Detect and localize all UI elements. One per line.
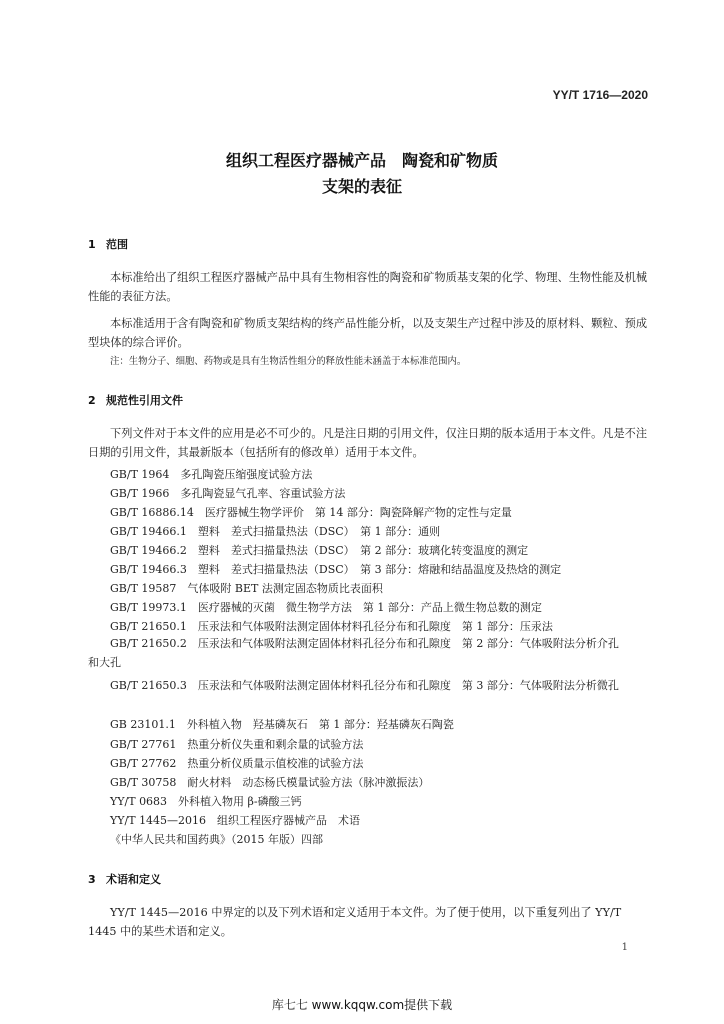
- reference-item: GB/T 19466.2 塑料 差式扫描量热法（DSC） 第 2 部分：玻璃化转变温度的测定: [110, 544, 529, 557]
- section-1-heading: [88, 236, 128, 252]
- reference-item: GB/T 21650.3 压汞法和气体吸附法测定固体材料孔径分布和孔隙度 第 3 部分：气体吸附法分析微孔: [110, 679, 619, 692]
- terms-paragraph: YY/T 1445—2016 中界定的以及下列术语和定义适用于本文件。为了便于使用，以下重复列出了 YY/T 1445 中的某些术语和定义。: [88, 906, 622, 938]
- page-number: 1: [621, 942, 628, 953]
- reference-item: YY/T 1445—2016 组织工程医疗器械产品 术语: [110, 814, 361, 827]
- section-number: 2: [88, 394, 96, 407]
- document-title-line2: 支架的表征: [321, 177, 402, 196]
- reference-item: GB/T 19466.1 塑料 差式扫描量热法（DSC） 第 1 部分：通则: [110, 525, 441, 538]
- reference-item: 《中华人民共和国药典》（2015 年版）四部: [110, 833, 323, 846]
- section-title: 规范性引用文件: [106, 394, 183, 407]
- reference-item: GB/T 1964 多孔陶瓷压缩强度试验方法: [110, 468, 313, 481]
- reference-item: GB/T 1966 多孔陶瓷显气孔率、容重试验方法: [110, 487, 346, 500]
- scope-paragraph-2: 本标准适用于含有陶瓷和矿物质支架结构的终产品性能分析，以及支架生产过程中涉及的原材料、颗粒、预成型块体的综合评价。: [88, 317, 648, 349]
- reference-item: YY/T 0683 外科植入物用 β-磷酸三钙: [110, 795, 302, 808]
- reference-item: GB/T 21650.1 压汞法和气体吸附法测定固体材料孔径分布和孔隙度 第 1 部分：压汞法: [110, 620, 553, 633]
- section-3-heading: [88, 871, 161, 887]
- reference-item: GB/T 19973.1 医疗器械的灭菌 微生物学方法 第 1 部分：产品上微生物总数的测定: [110, 601, 542, 614]
- document-title-line1: 组织工程医疗器械产品 陶瓷和矿物质: [225, 151, 498, 170]
- section-title: 术语和定义: [106, 873, 161, 886]
- reference-item: GB/T 21650.2 压汞法和气体吸附法测定固体材料孔径分布和孔隙度 第 2 部分：气体吸附法分析介孔和大孔: [88, 637, 619, 669]
- normative-intro: 下列文件对于本文件的应用是必不可少的。凡是注日期的引用文件，仅注日期的版本适用于本文件。凡是不注日期的引用文件，其最新版本（包括所有的修改单）适用于本文件。: [88, 427, 648, 459]
- reference-item: GB/T 16886.14 医疗器械生物学评价 第 14 部分：陶瓷降解产物的定性与定量: [110, 506, 512, 519]
- section-number: 3: [88, 873, 96, 886]
- reference-item: GB 23101.1 外科植入物 羟基磷灰石 第 1 部分：羟基磷灰石陶瓷: [110, 718, 454, 731]
- section-number: 1: [88, 238, 96, 251]
- reference-item: GB/T 30758 耐火材料 动态杨氏模量试验方法（脉冲激振法）: [110, 776, 430, 789]
- reference-item: GB/T 19587 气体吸附 BET 法测定固态物质比表面积: [110, 582, 383, 595]
- standard-code: YY/T 1716—2020: [552, 88, 648, 102]
- section-2-heading: [88, 392, 183, 408]
- scope-paragraph-1: 本标准给出了组织工程医疗器械产品中具有生物相容性的陶瓷和矿物质基支架的化学、物理、生物性能及机械性能的表征方法。: [88, 271, 648, 303]
- scope-note: 注：生物分子、细胞、药物或是具有生物活性组分的释放性能未涵盖于本标准范围内。: [110, 356, 467, 367]
- reference-item: GB/T 27762 热重分析仪质量示值校准的试验方法: [110, 757, 364, 770]
- reference-item: GB/T 19466.3 塑料 差式扫描量热法（DSC） 第 3 部分：熔融和结晶温度及热焓的测定: [110, 563, 562, 576]
- section-title: 范围: [106, 238, 128, 251]
- download-footer: 库七七 www.kqqw.com提供下载: [271, 998, 453, 1012]
- reference-item: GB/T 27761 热重分析仪失重和剩余量的试验方法: [110, 738, 364, 751]
